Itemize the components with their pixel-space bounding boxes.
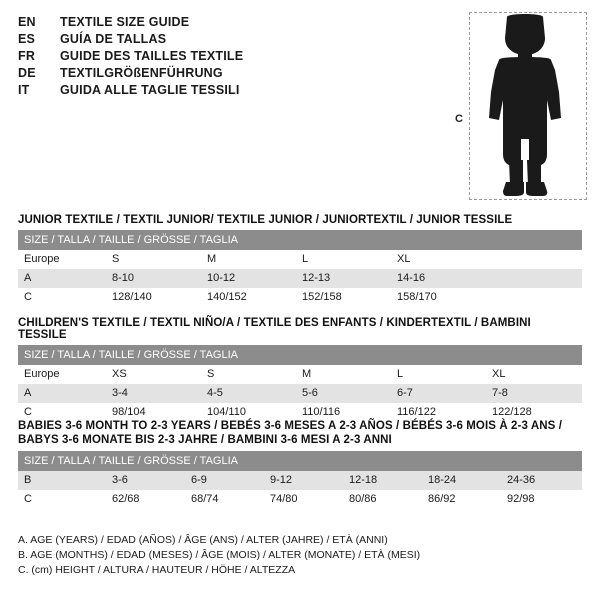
child-silhouette-icon — [477, 14, 573, 199]
junior-col-s: S — [106, 250, 201, 269]
babies-row-b-label: B — [18, 471, 106, 490]
children-col-l: L — [391, 365, 486, 384]
junior-col-xl: XL — [391, 250, 486, 269]
junior-col-l: L — [296, 250, 391, 269]
babies-row-c-v1: 62/68 — [106, 490, 185, 509]
children-row-c-l: 116/122 — [391, 403, 486, 422]
babies-size-table — [18, 451, 582, 509]
language-code-es: ES — [18, 32, 36, 46]
babies-row-b-v6: 24-36 — [501, 471, 582, 490]
language-code-de: DE — [18, 66, 36, 80]
language-row-en — [18, 14, 448, 31]
junior-col-m: M — [201, 250, 296, 269]
babies-row-c-v2: 68/74 — [185, 490, 264, 509]
children-column-row — [18, 365, 582, 384]
junior-row-c-l: 152/158 — [296, 288, 391, 307]
language-row-es — [18, 31, 448, 48]
footnote-b: B. AGE (MONTHS) / EDAD (MESES) / ÂGE (MOIS) / ALTER (MONATE) / ETÀ (MESI) — [18, 549, 421, 561]
table-row — [18, 490, 582, 509]
language-code-it: IT — [18, 83, 30, 97]
children-size-table — [18, 345, 582, 422]
junior-col-empty — [486, 250, 582, 269]
babies-row-c-v4: 80/86 — [343, 490, 422, 509]
junior-row-c-label: C — [18, 288, 106, 307]
language-code-fr: FR — [18, 49, 36, 63]
babies-table-header-row — [18, 451, 582, 471]
table-row — [18, 269, 582, 288]
section-babies-title-line2: BABYS 3-6 MONATE BIS 2-3 JAHRE / BAMBINI 3-6 MESI A 2-3 ANNI — [18, 434, 392, 446]
children-row-c-m: 110/116 — [296, 403, 391, 422]
header-language-titles — [18, 14, 448, 99]
babies-row-c-v3: 74/80 — [264, 490, 343, 509]
language-code-en: EN — [18, 15, 36, 29]
junior-row-a-l: 12-13 — [296, 269, 391, 288]
junior-column-row — [18, 250, 582, 269]
babies-header-label: SIZE / TALLA / TAILLE / GRÖSSE / TAGLIA — [18, 451, 582, 471]
children-row-c-xs: 98/104 — [106, 403, 201, 422]
section-junior-title: JUNIOR TEXTILE / TEXTIL JUNIOR/ TEXTILE JUNIOR / JUNIORTEXTIL / JUNIOR TESSILE — [18, 214, 513, 226]
children-col-xs: XS — [106, 365, 201, 384]
babies-row-b-v4: 12-18 — [343, 471, 422, 490]
children-row-a-l: 6-7 — [391, 384, 486, 403]
children-row-c-xl: 122/128 — [486, 403, 582, 422]
junior-row-c-xl: 158/170 — [391, 288, 486, 307]
children-row-a-xl: 7-8 — [486, 384, 582, 403]
footnote-c: C. (cm) HEIGHT / ALTURA / HAUTEUR / HÖHE / ALTEZZA — [18, 564, 296, 576]
section-babies-title — [18, 419, 582, 447]
table-row — [18, 384, 582, 403]
babies-row-b-v2: 6-9 — [185, 471, 264, 490]
junior-row-a-s: 8-10 — [106, 269, 201, 288]
junior-header-label: SIZE / TALLA / TAILLE / GRÖSSE / TAGLIA — [18, 230, 582, 250]
children-row-a-m: 5-6 — [296, 384, 391, 403]
babies-row-c-v6: 92/98 — [501, 490, 582, 509]
children-row-a-xs: 3-4 — [106, 384, 201, 403]
junior-row-a-empty — [486, 269, 582, 288]
language-row-fr — [18, 48, 448, 65]
children-row-a-label: A — [18, 384, 106, 403]
children-header-label: SIZE / TALLA / TAILLE / GRÖSSE / TAGLIA — [18, 345, 582, 365]
language-row-it — [18, 82, 448, 99]
children-row-c-label: C — [18, 403, 106, 422]
junior-row-c-m: 140/152 — [201, 288, 296, 307]
section-babies-textile — [18, 419, 582, 509]
babies-row-b-v5: 18-24 — [422, 471, 501, 490]
footnotes — [18, 533, 582, 578]
babies-row-c-label: C — [18, 490, 106, 509]
footnote-a: A. AGE (YEARS) / EDAD (AÑOS) / ÂGE (ANS) / ALTER (JAHRE) / ETÀ (ANNI) — [18, 534, 388, 546]
junior-size-table — [18, 230, 582, 307]
section-children-textile — [18, 317, 582, 422]
children-table-header-row — [18, 345, 582, 365]
section-junior-textile — [18, 214, 582, 307]
section-children-title: CHILDREN'S TEXTILE / TEXTIL NIÑO/A / TEXTILE DES ENFANTS / KINDERTEXTIL / BAMBINI TESSILE — [18, 317, 531, 341]
language-row-de — [18, 65, 448, 82]
table-row — [18, 471, 582, 490]
table-row — [18, 288, 582, 307]
junior-table-header-row — [18, 230, 582, 250]
junior-col-europe: Europe — [18, 250, 106, 269]
babies-row-b-v3: 9-12 — [264, 471, 343, 490]
language-title-en: TEXTILE SIZE GUIDE — [60, 15, 190, 29]
children-row-a-s: 4-5 — [201, 384, 296, 403]
junior-row-a-m: 10-12 — [201, 269, 296, 288]
junior-row-a-label: A — [18, 269, 106, 288]
language-title-de: TEXTILGRÖßENFÜHRUNG — [60, 66, 223, 80]
children-row-c-s: 104/110 — [201, 403, 296, 422]
children-col-m: M — [296, 365, 391, 384]
children-col-xl: XL — [486, 365, 582, 384]
language-title-it: GUIDA ALLE TAGLIE TESSILI — [60, 83, 240, 97]
babies-row-c-v5: 86/92 — [422, 490, 501, 509]
language-title-fr: GUIDE DES TAILLES TEXTILE — [60, 49, 244, 63]
language-title-es: GUÍA DE TALLAS — [60, 32, 167, 46]
children-col-s: S — [201, 365, 296, 384]
section-babies-title-line1: BABIES 3-6 MONTH TO 2-3 YEARS / BEBÉS 3-6 MESES A 2-3 AÑOS / BÉBÉS 3-6 MOIS À 2-3 ANS / — [18, 420, 562, 432]
junior-row-a-xl: 14-16 — [391, 269, 486, 288]
junior-row-c-s: 128/140 — [106, 288, 201, 307]
babies-row-b-v1: 3-6 — [106, 471, 185, 490]
children-col-europe: Europe — [18, 365, 106, 384]
measurement-label-c: C — [455, 113, 463, 125]
measurement-figure — [455, 8, 590, 203]
junior-row-c-empty — [486, 288, 582, 307]
